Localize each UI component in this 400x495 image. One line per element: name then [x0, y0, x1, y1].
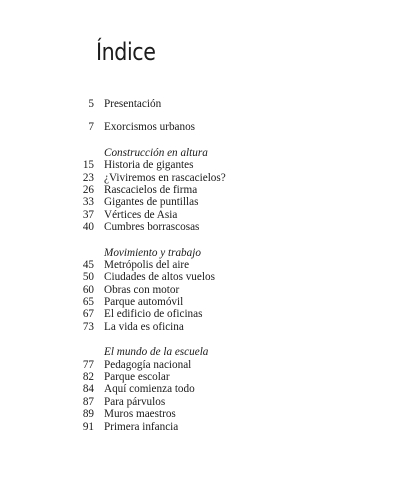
toc-page-number: 82 — [82, 371, 94, 384]
toc-page-number: 89 — [82, 408, 94, 421]
toc-entry-title: Exorcismos urbanos — [104, 121, 196, 134]
toc-page-number: 7 — [88, 121, 94, 134]
toc-entry-title: ¿Viviremos en rascacielos? — [104, 171, 226, 184]
toc-page-number: 5 — [88, 98, 94, 110]
toc-entry[interactable] — [0, 296, 400, 308]
toc-entry-title: Presentación — [104, 98, 162, 110]
toc-entry-title: Parque automóvil — [104, 296, 184, 309]
toc-page-number: 40 — [82, 221, 94, 234]
toc-entry[interactable] — [0, 184, 400, 196]
spacer — [0, 134, 400, 147]
toc-entry-title: Aquí comienza todo — [104, 383, 195, 396]
toc-page-number: 50 — [82, 271, 94, 284]
toc-entry[interactable] — [0, 321, 400, 333]
toc-entry[interactable] — [0, 172, 400, 184]
toc-page-number: 37 — [82, 208, 94, 221]
toc-entry-title: Ciudades de altos vuelos — [104, 271, 215, 284]
toc-entry-title: Muros maestros — [104, 408, 176, 421]
toc-entry[interactable] — [0, 121, 400, 133]
toc-entry[interactable] — [0, 421, 400, 433]
toc-section-heading: Construcción en altura — [104, 146, 208, 159]
toc-entry-title: Historia de gigantes — [104, 159, 194, 172]
toc-page-number: 67 — [82, 308, 94, 321]
toc-entry[interactable] — [0, 159, 400, 171]
toc-page-number: 84 — [82, 383, 94, 396]
toc-page-number: 77 — [82, 358, 94, 371]
toc-entry-title: Pedagogía nacional — [104, 358, 192, 371]
toc-entry-title: Primera infancia — [104, 420, 179, 433]
toc-page-number: 45 — [82, 258, 94, 271]
toc-page-number: 60 — [82, 283, 94, 296]
toc-entry[interactable] — [0, 408, 400, 420]
toc-entry-title: Cumbres borrascosas — [104, 221, 200, 234]
toc-section-heading: Movimiento y trabajo — [104, 246, 201, 259]
table-of-contents — [0, 98, 400, 433]
spacer — [0, 234, 400, 247]
toc-entry[interactable] — [0, 371, 400, 383]
toc-section-heading: El mundo de la escuela — [104, 346, 209, 359]
toc-entry[interactable] — [0, 209, 400, 221]
toc-entry[interactable] — [0, 383, 400, 395]
toc-entry-title: Para párvulos — [104, 395, 166, 408]
toc-entry[interactable] — [0, 359, 400, 371]
toc-page-number: 73 — [82, 320, 94, 333]
toc-page-number: 26 — [82, 183, 94, 196]
toc-entry[interactable] — [0, 259, 400, 271]
toc-page-number: 23 — [82, 171, 94, 184]
toc-entry-title: El edificio de oficinas — [104, 308, 203, 321]
page-title: Índice — [96, 38, 156, 66]
toc-page-number: 87 — [82, 395, 94, 408]
toc-page-number: 33 — [82, 196, 94, 209]
toc-entry[interactable] — [0, 284, 400, 296]
toc-entry-title: Metrópolis del aire — [104, 258, 190, 271]
toc-entry-title: Vértices de Asia — [104, 208, 178, 221]
toc-entry[interactable] — [0, 396, 400, 408]
toc-page-number: 15 — [82, 159, 94, 172]
spacer — [0, 333, 400, 346]
toc-page-number: 91 — [82, 420, 94, 433]
toc-entry[interactable] — [0, 196, 400, 208]
toc-entry[interactable] — [0, 271, 400, 283]
toc-entry-title: Gigantes de puntillas — [104, 196, 199, 209]
toc-entry[interactable] — [0, 98, 400, 110]
spacer — [0, 110, 400, 121]
toc-entry[interactable] — [0, 308, 400, 320]
toc-entry-title: Obras con motor — [104, 283, 180, 296]
toc-page-number: 65 — [82, 296, 94, 309]
toc-entry[interactable] — [0, 221, 400, 233]
toc-entry-title: La vida es oficina — [104, 320, 184, 333]
toc-entry-title: Rascacielos de firma — [104, 183, 198, 196]
toc-entry-title: Parque escolar — [104, 371, 170, 384]
